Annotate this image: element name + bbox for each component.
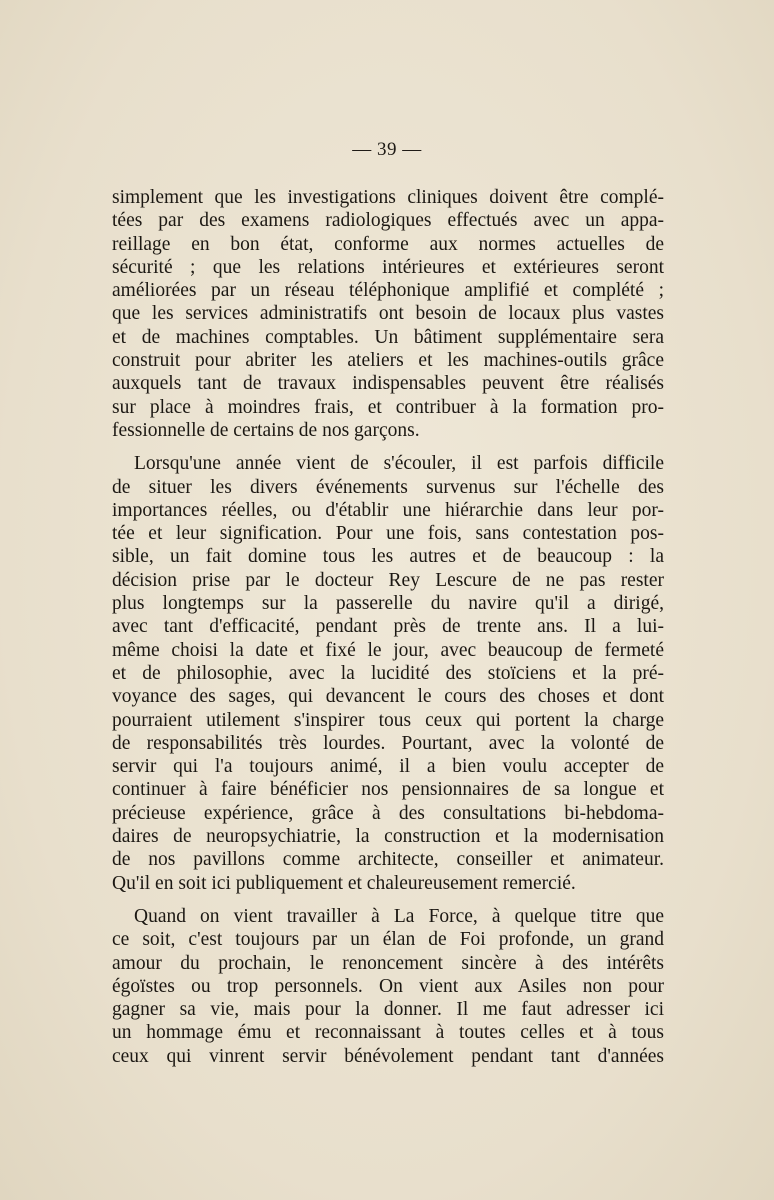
text-line: un hommage ému et reconnaissant à toutes celles et à tous	[112, 1022, 664, 1044]
text-line: continuer à faire bénéficier nos pensionnaires de sa longue et	[112, 779, 664, 801]
text-line: et de philosophie, avec la lucidité des stoïciens et la pré-	[112, 662, 664, 684]
text-line: fessionnelle de certains de nos garçons.	[112, 419, 420, 441]
text-line: Quand on vient travailler à La Force, à quelque titre que	[134, 905, 664, 927]
text-line: pourraient utilement s'inspirer tous ceux qui portent la charge	[112, 709, 664, 731]
text-line: simplement que les investigations cliniques doivent être complé-	[112, 187, 664, 208]
text-line: avec tant d'efficacité, pendant près de trente ans. Il a lui-	[112, 616, 664, 638]
text-line: égoïstes ou trop personnels. On vient aux Asiles non pour	[112, 975, 664, 997]
text-line: de situer les divers événements survenus sur l'échelle des	[112, 476, 664, 498]
text-line: ceux qui vinrent servir bénévolement pendant tant d'années	[112, 1045, 664, 1067]
text-line: tée et leur signification. Pour une fois, sans contestation pos-	[112, 523, 664, 545]
text-line: tées par des examens radiologiques effectués avec un appa-	[112, 210, 664, 232]
text-line: même choisi la date et fixé le jour, avec beaucoup de fermeté	[112, 639, 664, 661]
text-line: plus longtemps sur la passerelle du navire qu'il a dirigé,	[112, 593, 664, 615]
text-line: amour du prochain, le renoncement sincère à des intérêts	[112, 952, 664, 974]
text-line: sécurité ; que les relations intérieures et extérieures seront	[112, 256, 664, 278]
text-line: daires de neuropsychiatrie, la construction et la modernisation	[112, 826, 664, 848]
text-line: améliorées par un réseau téléphonique amplifié et complété ;	[112, 280, 664, 302]
paragraph-1	[112, 186, 664, 442]
paragraph-2	[112, 452, 664, 895]
text-line: construit pour abriter les ateliers et les machines-outils grâce	[112, 350, 664, 372]
text-line: servir qui l'a toujours animé, il a bien voulu accepter de	[112, 756, 664, 778]
text-line: Qu'il en soit ici publiquement et chaleureusement remercié.	[112, 872, 576, 894]
text-line: auxquels tant de travaux indispensables peuvent être réalisés	[112, 373, 664, 395]
text-line: que les services administratifs ont besoin de locaux plus vastes	[112, 303, 664, 325]
body-text	[112, 186, 664, 1068]
text-line: importances réelles, ou d'établir une hiérarchie dans leur por-	[112, 499, 664, 521]
text-line: précieuse expérience, grâce à des consultations bi-hebdoma-	[112, 802, 664, 824]
text-line: gagner sa vie, mais pour la donner. Il me faut adresser ici	[112, 999, 664, 1021]
text-line: ce soit, c'est toujours par un élan de Foi profonde, un grand	[112, 929, 664, 951]
text-line: sur place à moindres frais, et contribuer à la formation pro-	[112, 396, 664, 418]
text-line: sible, un fait domine tous les autres et de beaucoup : la	[112, 546, 664, 568]
text-line: décision prise par le docteur Rey Lescure de ne pas rester	[112, 569, 664, 591]
text-line: de responsabilités très lourdes. Pourtant, avec la volonté de	[112, 732, 664, 754]
paragraph-3	[112, 905, 664, 1068]
text-line: voyance des sages, qui devancent le cours des choses et dont	[112, 686, 664, 708]
text-line: reillage en bon état, conforme aux normes actuelles de	[112, 233, 664, 255]
text-line: et de machines comptables. Un bâtiment supplémentaire sera	[112, 326, 664, 348]
text-line: Lorsqu'une année vient de s'écouler, il est parfois difficile	[134, 453, 664, 475]
page-number: — 39 —	[352, 139, 422, 160]
text-line: de nos pavillons comme architecte, conseiller et animateur.	[112, 849, 664, 871]
